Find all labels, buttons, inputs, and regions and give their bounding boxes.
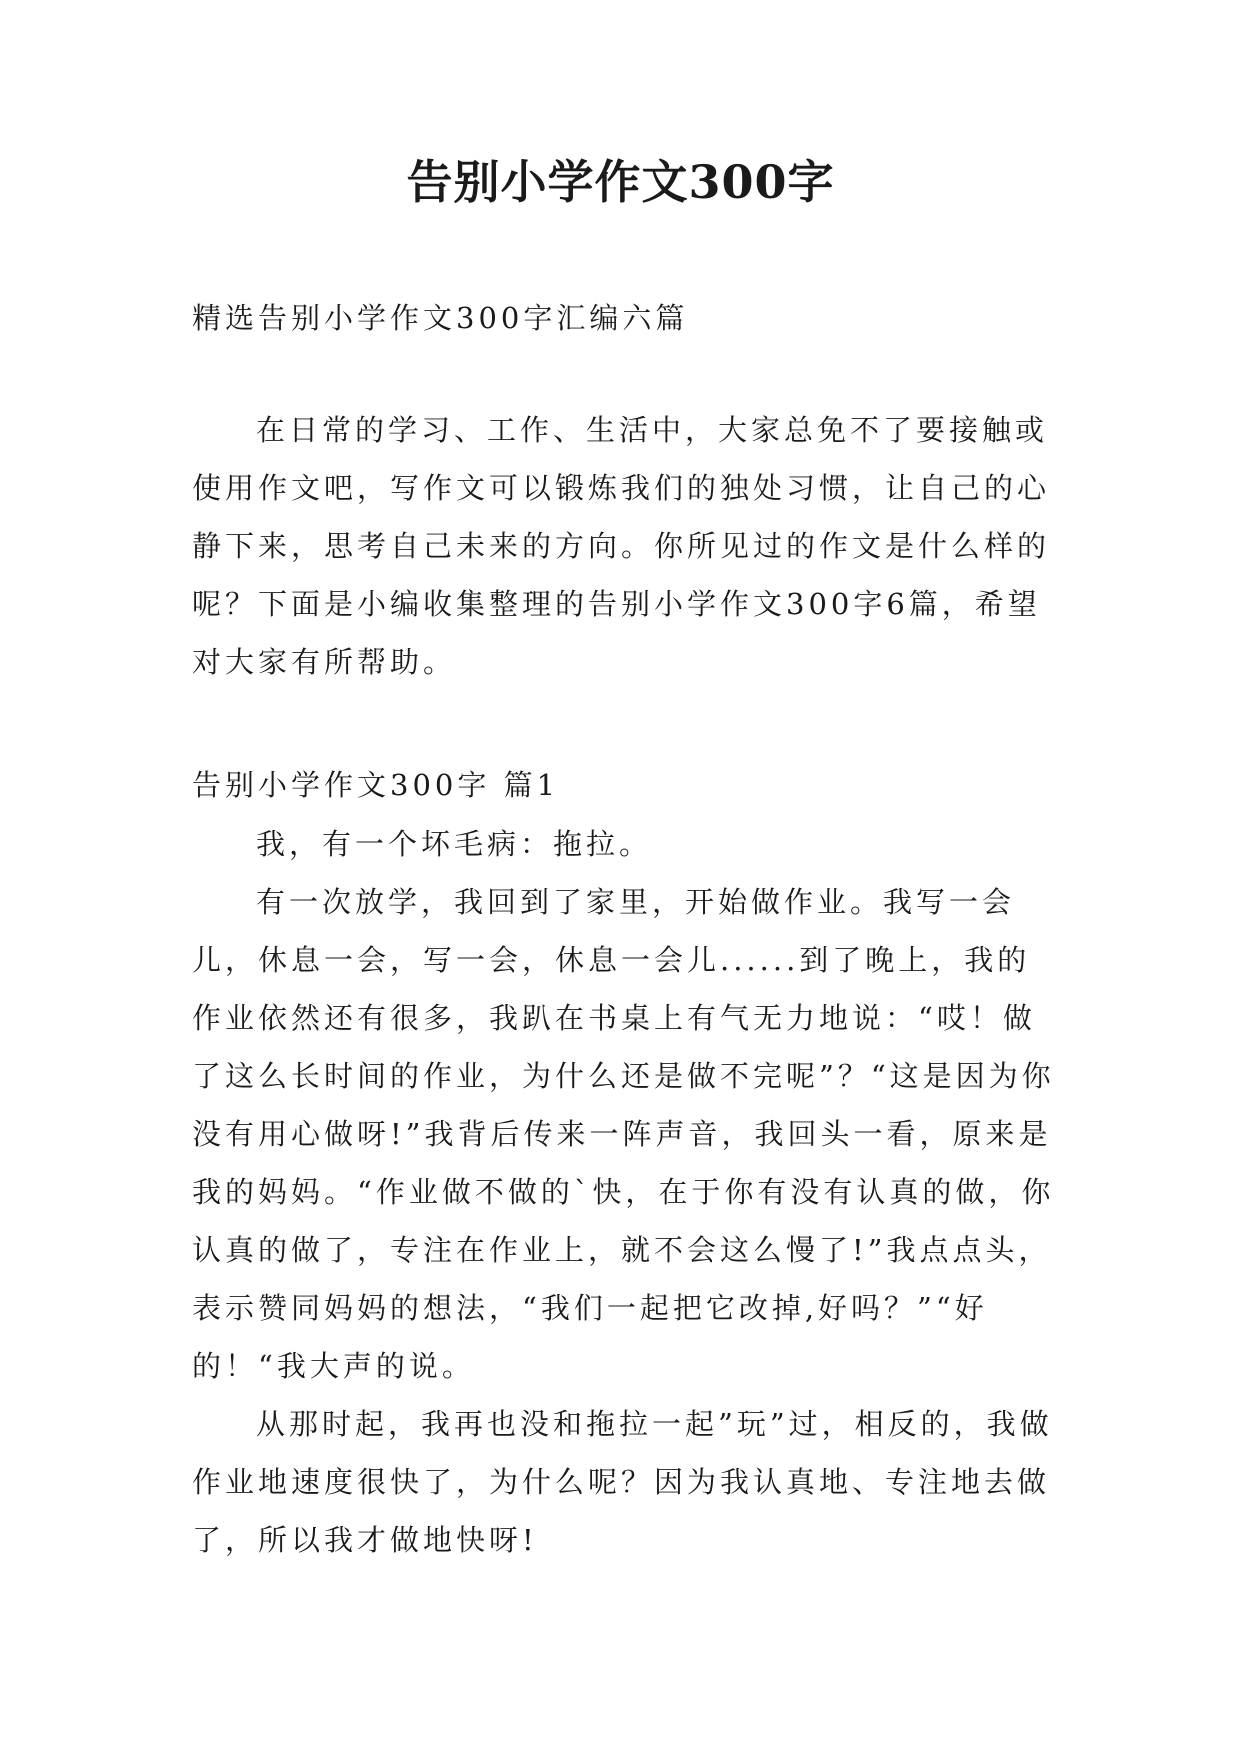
paragraph: 我，有一个坏毛病：拖拉。	[256, 827, 653, 861]
section-heading: 告别小学作文300字 篇1	[192, 768, 560, 802]
intro-paragraph: 在日常的学习、工作、生活中，大家总免不了要接触或使用作文吧，写作文可以锻炼我们的独处习惯，让自己的心静下来，思考自己未来的方向。你所见过的作文是什么样的呢？下面是小编收集整理的告别小学作文300字6篇，希望对大家有所帮助。	[192, 413, 1051, 679]
section-body	[192, 815, 1062, 1569]
document-title: 告别小学作文300字	[406, 155, 835, 209]
document-subtitle: 精选告别小学作文300字汇编六篇	[192, 301, 689, 335]
paragraph: 从那时起，我再也没和拖拉一起”玩”过，相反的，我做作业地速度很快了，为什么呢？因为我认真地、专注地去做了，所以我才做地快呀!	[192, 1407, 1053, 1557]
paragraph: 有一次放学，我回到了家里，开始做作业。我写一会儿，休息一会，写一会，休息一会儿......到了晚上，我的作业依然还有很多，我趴在书桌上有气无力地说：“哎！做了这么长时间的作业，为什么还是做不完呢”？“这是因为你没有用心做呀!”我背后传来一阵声音，我回头一看，原来是我的妈妈。“作业做不做的`快，在于你有没有认真的做，你认真的做了，专注在作业上，就不会这么慢了!”我点点头，表示赞同妈妈的想法，“我们一起把它改掉,好吗？”“好的！“我大声的说。	[192, 885, 1055, 1383]
